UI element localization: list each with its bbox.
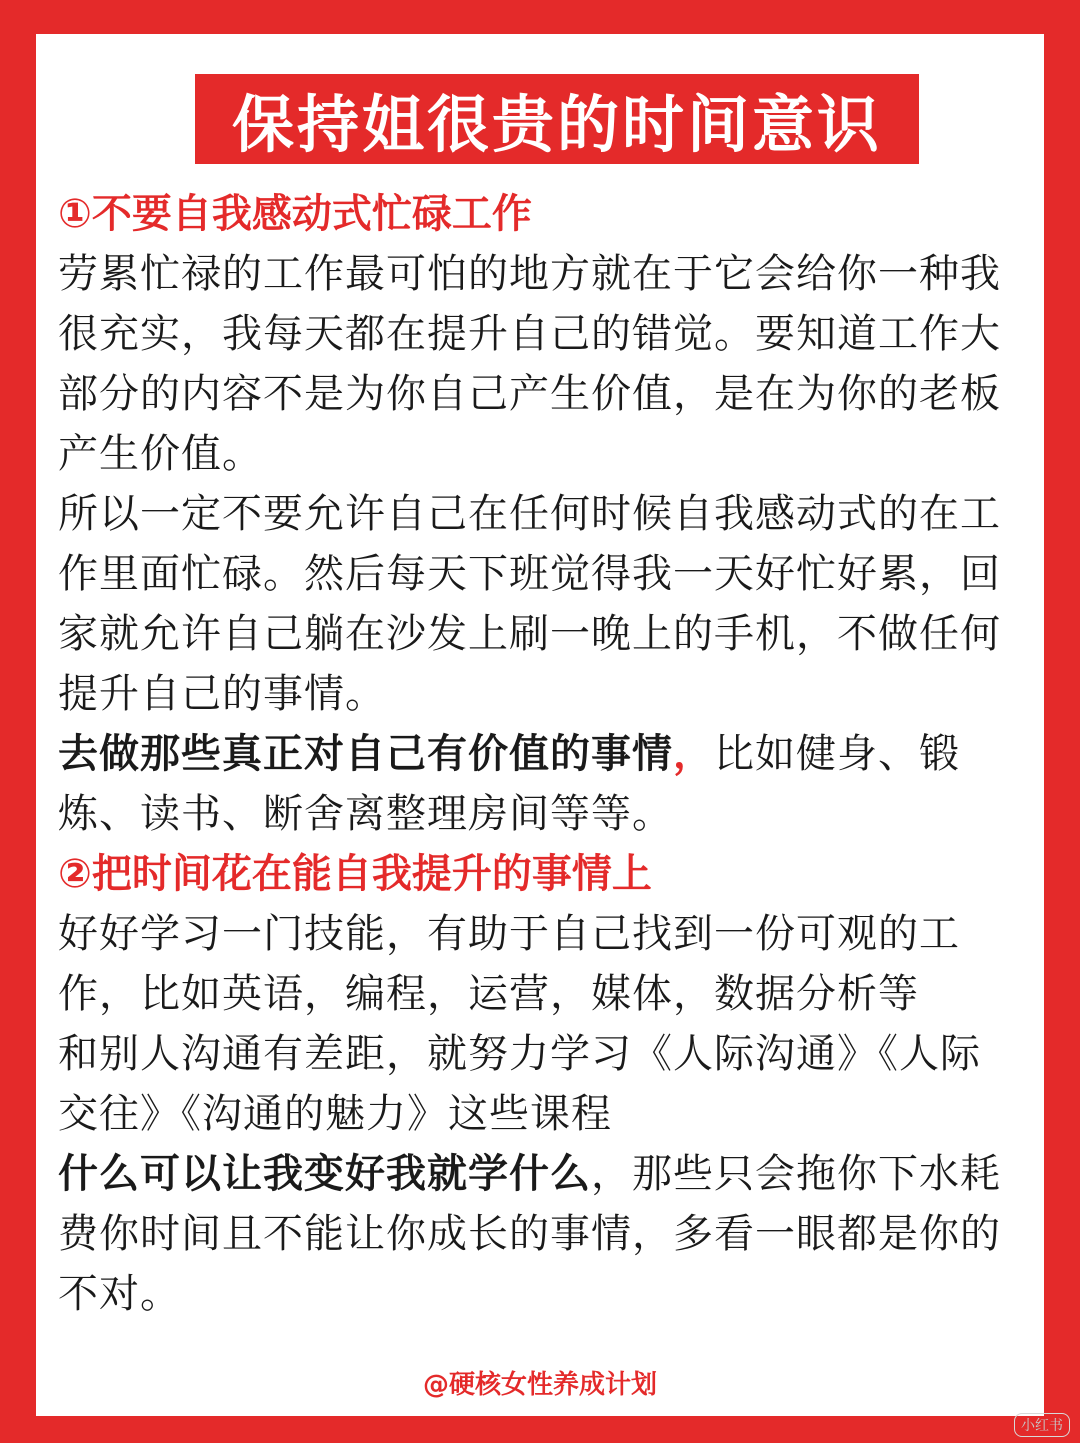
- section-1-heading: ①不要自我感动式忙碌工作: [58, 191, 532, 237]
- emphasis-comma: ，: [673, 731, 714, 777]
- content-card: [36, 34, 1044, 1416]
- page-title: 保持姐很贵的时间意识: [231, 87, 882, 161]
- title-banner: [195, 74, 919, 164]
- emphasis-text: 去做那些真正对自己有价值的事情: [58, 731, 673, 777]
- section-2-heading: ②把时间花在能自我提升的事情上: [58, 851, 652, 897]
- section-2-paragraph-2: 和别人沟通有差距，就努力学习《人际沟通》《人际交往》《沟通的魅力》这些课程: [58, 1031, 981, 1137]
- author-handle: @硬核女性养成计划: [422, 1370, 657, 1400]
- article-body: [58, 184, 1008, 1324]
- emphasis-text: 什么可以让我变好我就学什么: [58, 1151, 591, 1197]
- section-2-paragraph-1: 好好学习一门技能，有助于自己找到一份可观的工作，比如英语，编程，运营，媒体，数据分析等: [58, 911, 960, 1017]
- section-1-paragraph-2: 所以一定不要允许自己在任何时候自我感动式的在工作里面忙碌。然后每天下班觉得我一天好忙好累，回家就允许自己躺在沙发上刷一晚上的手机，不做任何提升自己的事情。: [58, 491, 1001, 717]
- emphasis-comma: ，: [591, 1151, 632, 1197]
- platform-watermark: 小红书: [1014, 1413, 1070, 1437]
- section-1-paragraph-1: 劳累忙禄的工作最可怕的地方就在于它会给你一种我很充实，我每天都在提升自己的错觉。要知道工作大部分的内容不是为你自己产生价值，是在为你的老板产生价值。: [58, 251, 1001, 477]
- section-2-emphasis-paragraph: [58, 1144, 1008, 1324]
- emphasis-rest: 比如健身、锻炼、读书、断舍离整理房间等等。: [58, 731, 960, 837]
- emphasis-rest: 那些只会拖你下水耗费你时间且不能让你成长的事情，多看一眼都是你的不对。: [58, 1151, 1001, 1317]
- section-1-emphasis-paragraph: [58, 724, 1008, 844]
